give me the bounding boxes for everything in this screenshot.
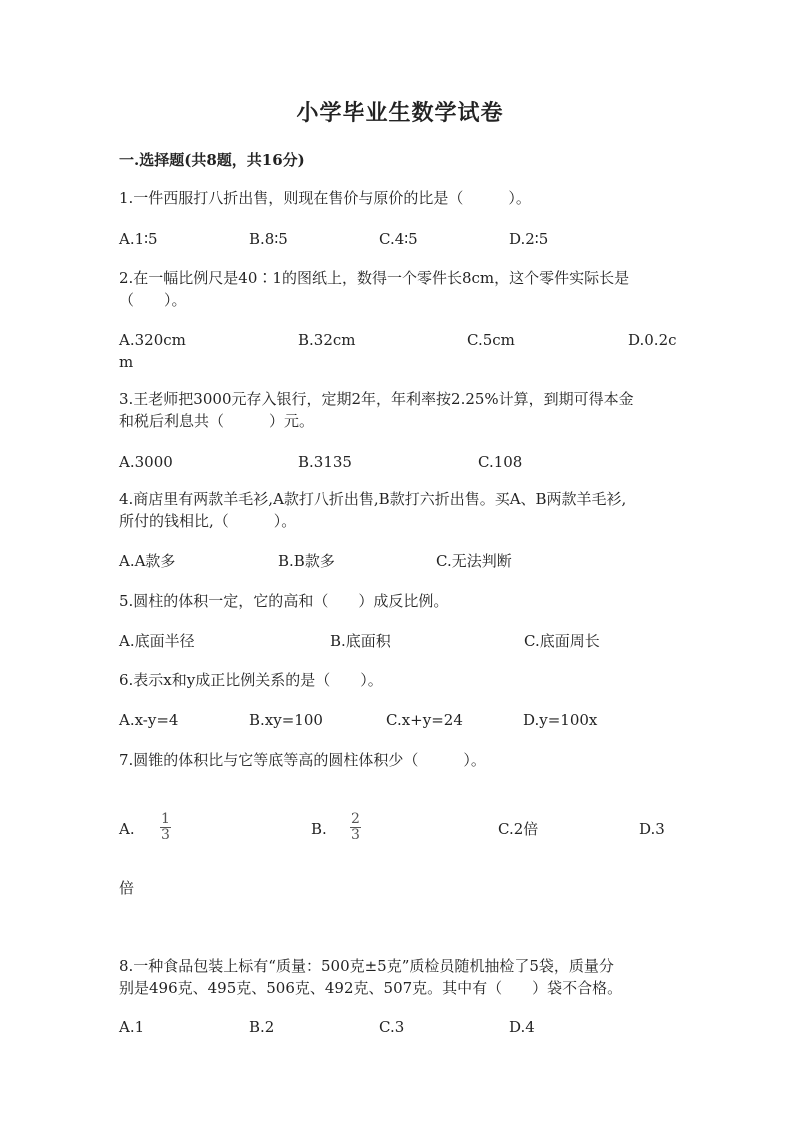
q4-option-b[interactable]: B.B款多 bbox=[278, 552, 335, 570]
q8-option-b[interactable]: B.2 bbox=[249, 1018, 275, 1036]
question-7-text: 7.圆锥的体积比与它等底等高的圆柱体积少（ ）。 bbox=[119, 751, 486, 769]
q2-option-a[interactable]: A.320cm bbox=[119, 331, 186, 349]
q7-option-d[interactable]: D.3 bbox=[639, 820, 665, 838]
q7-option-a-numerator: 1 bbox=[161, 811, 170, 827]
question-8-text-line1: 8.一种食品包装上标有“质量：500克±5克”质检员随机抽检了5袋，质量分 bbox=[119, 957, 614, 975]
question-1-text: 1.一件西服打八折出售，则现在售价与原价的比是（ ）。 bbox=[119, 189, 531, 207]
q7-option-d-wrap: 倍 bbox=[119, 879, 135, 897]
q5-option-b[interactable]: B.底面积 bbox=[330, 632, 391, 650]
q7-option-b-denominator: 3 bbox=[351, 827, 360, 843]
q2-option-d-wrap: m bbox=[119, 353, 134, 371]
q2-option-b[interactable]: B.32cm bbox=[298, 331, 356, 349]
q8-option-a[interactable]: A.1 bbox=[119, 1018, 145, 1036]
q1-option-a[interactable]: A.1∶5 bbox=[119, 230, 158, 248]
section-heading: 一.选择题(共8题，共16分) bbox=[119, 151, 305, 169]
q3-option-c[interactable]: C.108 bbox=[478, 453, 523, 471]
question-3-text-line2: 和税后利息共（ ）元。 bbox=[119, 412, 315, 430]
q6-option-a[interactable]: A.x-y=4 bbox=[119, 711, 179, 729]
q5-option-a[interactable]: A.底面半径 bbox=[119, 632, 195, 650]
q1-option-b[interactable]: B.8∶5 bbox=[249, 230, 288, 248]
q5-option-c[interactable]: C.底面周长 bbox=[524, 632, 600, 650]
q6-option-b[interactable]: B.xy=100 bbox=[249, 711, 323, 729]
q7-option-b-numerator: 2 bbox=[351, 811, 360, 827]
q3-option-b[interactable]: B.3135 bbox=[298, 453, 352, 471]
q2-option-c[interactable]: C.5cm bbox=[467, 331, 515, 349]
q1-option-c[interactable]: C.4∶5 bbox=[379, 230, 418, 248]
q8-option-c[interactable]: C.3 bbox=[379, 1018, 405, 1036]
q6-option-c[interactable]: C.x+y=24 bbox=[386, 711, 463, 729]
q7-option-a-denominator: 3 bbox=[161, 827, 170, 843]
question-2-text-line1: 2.在一幅比例尺是40∶1的图纸上，数得一个零件长8cm，这个零件实际长是 bbox=[119, 269, 630, 287]
question-2-text-line2: （ ）。 bbox=[119, 291, 187, 309]
question-4-text-line1: 4.商店里有两款羊毛衫,A款打八折出售,B款打六折出售。买A、B两款羊毛衫, bbox=[119, 490, 627, 508]
q2-option-d[interactable]: D.0.2c bbox=[628, 331, 677, 349]
q3-option-a[interactable]: A.3000 bbox=[119, 453, 173, 471]
question-6-text: 6.表示x和y成正比例关系的是（ ）。 bbox=[119, 671, 383, 689]
question-5-text: 5.圆柱的体积一定，它的高和（ ）成反比例。 bbox=[119, 592, 449, 610]
question-4-text-line2: 所付的钱相比,（ ）。 bbox=[119, 512, 297, 530]
question-3-text-line1: 3.王老师把3000元存入银行，定期2年，年利率按2.25%计算，到期可得本金 bbox=[119, 390, 634, 408]
q7-option-a-fraction[interactable] bbox=[160, 812, 171, 846]
q4-option-c[interactable]: C.无法判断 bbox=[436, 552, 512, 570]
question-8-text-line2: 别是496克、495克、506克、492克、507克。其中有（ ）袋不合格。 bbox=[119, 979, 623, 997]
q8-option-d[interactable]: D.4 bbox=[509, 1018, 535, 1036]
q7-option-a-label[interactable]: A. bbox=[119, 820, 135, 838]
q6-option-d[interactable]: D.y=100x bbox=[523, 711, 598, 729]
q7-option-b-label[interactable]: B. bbox=[311, 820, 327, 838]
page-title: 小学毕业生数学试卷 bbox=[296, 100, 504, 126]
q7-option-b-fraction[interactable] bbox=[350, 812, 361, 846]
q7-option-c[interactable]: C.2倍 bbox=[498, 820, 539, 838]
q4-option-a[interactable]: A.A款多 bbox=[119, 552, 176, 570]
q1-option-d[interactable]: D.2∶5 bbox=[509, 230, 549, 248]
